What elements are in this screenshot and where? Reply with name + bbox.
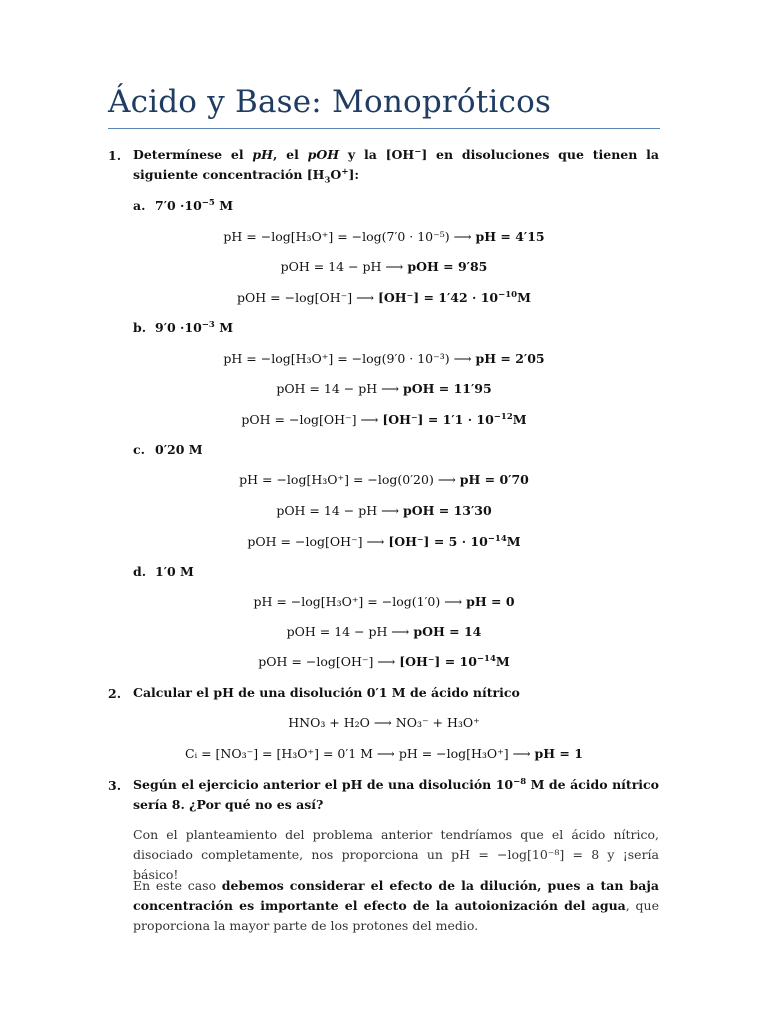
item-c-eq3-exp: −14 [487,533,507,544]
q3-text-a: Según el ejercicio anterior el pH de una disolución [133,777,496,792]
q1-text-c-sup: − [414,146,422,157]
item-a-equation-poh [108,259,660,274]
question-2-number: 2. [108,686,122,701]
q2-equation-ph [108,746,660,761]
item-d-eq3-lhs: pOH = −log[OH⁻] ⟶ [258,654,400,669]
item-a-eq1-lhs: pH = −log[H₃O⁺] = −log(7′0 · 10⁻⁵) ⟶ [223,229,476,244]
q1-text-c: y la [OH [339,147,415,162]
item-a-eq3-exp: −10 [498,289,518,300]
item-c-conc: 0′20 M [155,442,203,457]
item-a-letter: a. [133,198,146,213]
item-b-eq3-unit: M [512,412,527,427]
question-3-number: 3. [108,778,122,793]
item-a-eq3-result: [OH⁻] = 1′42 · 10 [377,290,499,305]
q1-text-d: ] en disoluciones que tienen la siguiente concentración [H [133,147,659,182]
q3-p2-c: , que proporciona la mayor parte de los protones del medio. [133,898,659,933]
item-b-conc: 9′0 ·10 [155,320,202,335]
item-b-eq1-lhs: pH = −log[H₃O⁺] = −log(9′0 · 10⁻³) ⟶ [223,351,476,366]
item-d-letter: d. [133,564,147,579]
question-1-text [133,145,659,185]
item-b-eq3-result: [OH⁻] = 1′1 · 10 [382,412,494,427]
q3-text-exp-base: 10 [495,777,514,792]
question-1-number: 1. [108,148,122,163]
item-a-conc-exp: −5 [201,197,215,208]
q2-eq2-lhs: Cᵢ = [NO₃⁻] = [H₃O⁺] = 0′1 M ⟶ pH = −log[H₃O⁺] ⟶ [185,746,535,761]
q1-text-e-sup: + [341,166,349,177]
title-underline [108,128,660,129]
q3-text-exp: −8 [513,776,527,787]
item-c-equation-oh [108,534,660,549]
q1-text-e: O [330,167,342,182]
q3-answer-paragraph-1: Con el planteamiento del problema anterior tendríamos que el ácido nítrico, disociado completamente, nos proporciona un pH = −log[10⁻⁸] = 8 y ¡sería básico! [133,827,659,882]
item-c-heading [133,442,203,457]
item-d-eq3-exp: −14 [476,653,496,664]
item-c-eq2-result: pOH = 13′30 [402,503,492,518]
item-d-eq1-lhs: pH = −log[H₃O⁺] = −log(1′0) ⟶ [253,594,467,609]
item-d-eq1-result: pH = 0 [466,594,515,609]
item-c-equation-poh [108,503,660,518]
item-d-eq2-lhs: pOH = 14 − pH ⟶ [286,624,414,639]
item-b-heading [133,320,233,335]
item-a-equation-oh [108,290,660,305]
item-c-eq3-unit: M [506,534,521,549]
item-c-eq1-result: pH = 0′70 [459,472,529,487]
item-c-eq3-result: [OH⁻] = 5 · 10 [388,534,488,549]
item-d-heading [133,564,194,579]
item-b-letter: b. [133,320,147,335]
item-c-eq3-lhs: pOH = −log[OH⁻] ⟶ [247,534,389,549]
item-b-eq1-result: pH = 2′05 [475,351,545,366]
item-c-letter: c. [133,442,145,457]
q3-p2-a: En este caso [133,878,222,893]
item-b-eq3-lhs: pOH = −log[OH⁻] ⟶ [241,412,383,427]
item-b-equation-poh [108,381,660,396]
q1-text-d-sub: 3 [324,175,331,186]
q1-text-f: ]: [348,167,359,182]
item-b-eq2-result: pOH = 11′95 [402,381,492,396]
item-a-equation-ph [108,229,660,244]
q1-text-b: , el [272,147,308,162]
item-a-heading [133,198,233,213]
item-d-equation-oh [108,654,660,669]
item-a-eq3-lhs: pOH = −log[OH⁻] ⟶ [237,290,378,305]
item-a-eq2-result: pOH = 9′85 [407,259,488,274]
item-b-equation-ph [108,351,660,366]
item-d-eq3-result: [OH⁻] = 10 [399,654,477,669]
q3-text-b: M de ácido nítrico sería 8. ¿Por qué no es así? [133,777,659,812]
item-c-eq2-lhs: pOH = 14 − pH ⟶ [276,503,403,518]
q1-text-poh: pOH [307,147,340,162]
q1-text-a: Determínese el [133,147,253,162]
q3-answer-paragraph-2 [133,876,659,936]
item-d-eq3-unit: M [495,654,510,669]
q2-equation-dissociation: HNO₃ + H₂O ⟶ NO₃⁻ + H₃O⁺ [288,715,480,730]
item-c-eq1-lhs: pH = −log[H₃O⁺] = −log(0′20) ⟶ [239,472,460,487]
item-a-conc-unit: M [214,198,234,213]
item-d-equation-ph [108,594,660,609]
item-b-eq2-lhs: pOH = 14 − pH ⟶ [276,381,403,396]
item-c-equation-ph [108,472,660,487]
item-d-equation-poh [108,624,660,639]
item-b-conc-exp: −3 [201,319,215,330]
item-b-eq3-exp: −12 [493,411,513,422]
question-3-text [133,775,659,815]
item-d-eq2-result: pOH = 14 [413,624,482,639]
q3-p2-b: debemos considerar el efecto de la dilución, pues a tan baja concentración es importante el efecto de la autoionización del agua [133,878,659,913]
q1-text-ph: pH [252,147,273,162]
page-title: Ácido y Base: Monopróticos [108,84,552,120]
item-b-conc-unit: M [214,320,234,335]
item-d-conc: 1′0 M [155,564,194,579]
q2-eq2-result: pH = 1 [534,746,583,761]
item-a-eq2-lhs: pOH = 14 − pH ⟶ [280,259,408,274]
item-a-eq3-unit: M [517,290,531,305]
question-2-text: Calcular el pH de una disolución 0′1 M de ácido nítrico [133,685,520,700]
item-b-equation-oh [108,412,660,427]
item-a-eq1-result: pH = 4′15 [475,229,545,244]
item-a-conc: 7′0 ·10 [155,198,202,213]
